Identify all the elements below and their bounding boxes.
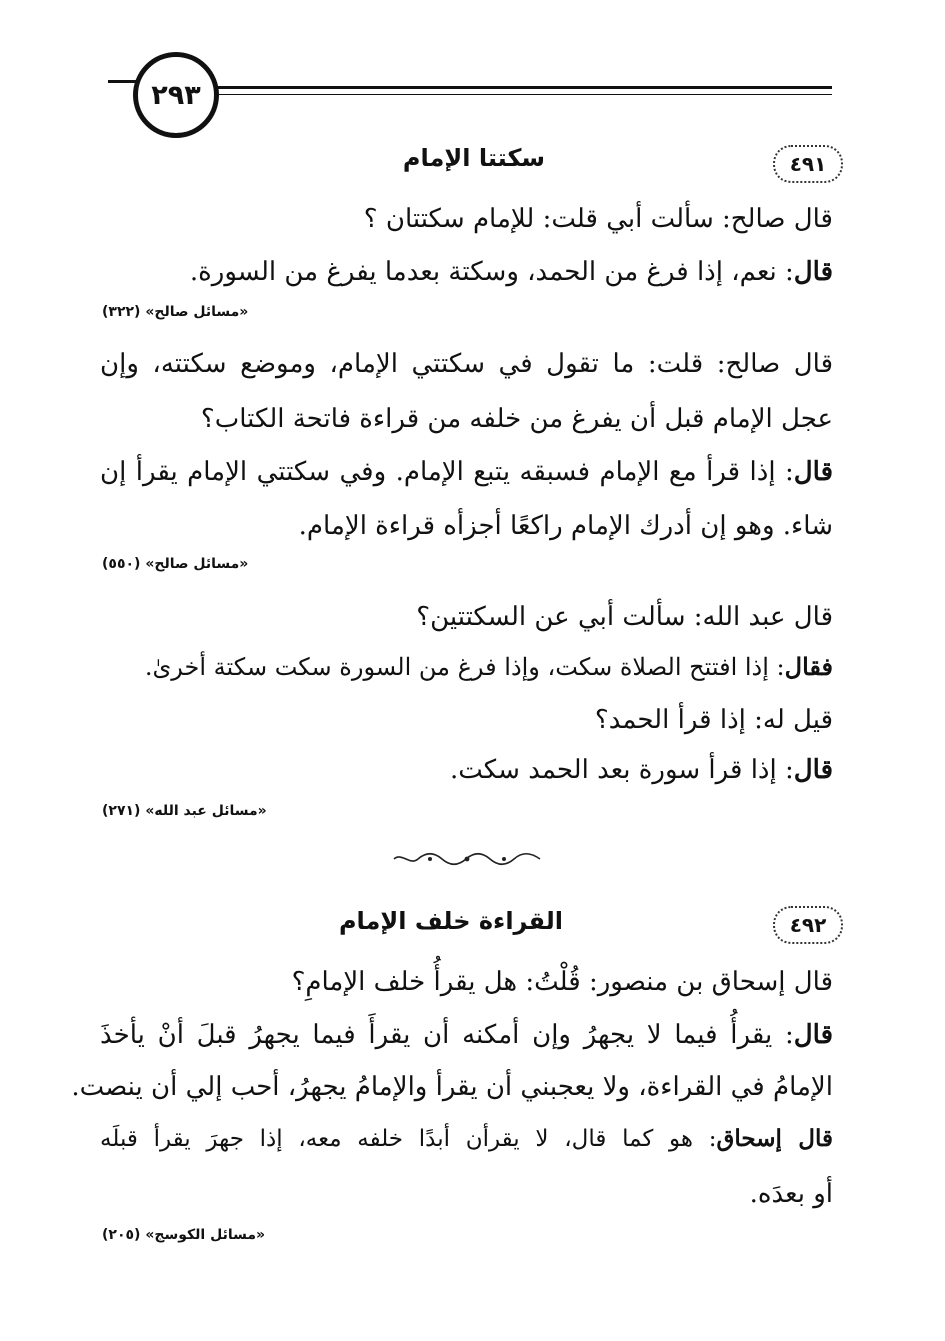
header-rule-top [214, 86, 832, 89]
paragraph: قال عبد الله: سألت أبي عن السكتتين؟ [416, 602, 833, 632]
paragraph-text: : إذا افتتح الصلاة سكت، وإذا فرغ من السورة سكت سكتة أخرىٰ. [144, 653, 785, 681]
paragraph-line [100, 455, 833, 489]
source-citation: «مسائل عبد الله» (٢٧١) [102, 803, 267, 819]
paragraph-text: : نعم، إذا فرغ من الحمد، وسكتة بعدما يفرغ من السورة. [189, 257, 794, 287]
paragraph [100, 753, 833, 787]
speaker-label: قال إسحاق [716, 1125, 833, 1152]
section-title-492: القراءة خلف الإمام [338, 907, 563, 935]
paragraph [100, 255, 833, 289]
speaker-label: قال [793, 257, 833, 287]
paragraph-line: شاء. وهو إن أدرك الإمام راكعًا أجزأه قراءة الإمام. [298, 511, 833, 541]
section-number-491: ٤٩١ [773, 145, 843, 183]
speaker-label: قال [793, 755, 833, 785]
paragraph-line: الإمامُ في القراءة، ولا يعجبني أن يقرأ والإمامُ يجهرُ، أحب إلي أن ينصت. [71, 1072, 833, 1102]
paragraph: قال إسحاق بن منصور: قُلْتُ: هل يقرأُ خلف الإمامِ؟ [291, 967, 833, 997]
source-citation: «مسائل الكوسج» (٢٠٥) [102, 1227, 266, 1243]
paragraph: قيل له: إذا قرأ الحمد؟ [594, 705, 833, 735]
page-number: ٢٩٣ [151, 79, 201, 111]
ornament-divider [392, 852, 542, 866]
header-rule-left [108, 80, 138, 83]
paragraph-text: : إذا قرأ سورة بعد الحمد سكت. [450, 755, 794, 785]
paragraph-line [100, 1122, 833, 1156]
paragraph-line: عجل الإمام قبل أن يفرغ من خلفه من قراءة فاتحة الكتاب؟ [200, 404, 833, 434]
speaker-label: فقال [784, 652, 833, 681]
paragraph-line: أو بعدَه. [749, 1179, 833, 1209]
speaker-label: قال [793, 457, 833, 487]
section-title-491: سكتتا الإمام [402, 144, 545, 172]
page-number-ring [133, 52, 219, 138]
source-citation: «مسائل صالح» (٥٥٠) [102, 556, 249, 572]
paragraph [100, 650, 833, 684]
paragraph-line [100, 1018, 833, 1052]
paragraph-text: : يقرأُ فيما لا يجهرُ وإن أمكنه أن يقرأَ فيما يجهرُ قبلَ أنْ يأخذَ [100, 1020, 794, 1050]
paragraph-text: : هو كما قال، لا يقرأن أبدًا خلفه معه، إذا جهرَ يقرأ قبلَه [100, 1126, 717, 1152]
section-number-492: ٤٩٢ [773, 906, 843, 944]
source-citation: «مسائل صالح» (٣٢٢) [102, 304, 249, 320]
paragraph-text: : إذا قرأ مع الإمام فسبقه يتبع الإمام. وفي سكتتي الإمام يقرأ إن [100, 457, 794, 487]
paragraph-line: قال صالح: قلت: ما تقول في سكتتي الإمام، وموضع سكتته، وإن [100, 349, 833, 379]
paragraph: قال صالح: سألت أبي قلت: للإمام سكتتان ؟ [363, 204, 833, 234]
speaker-label: قال [793, 1020, 833, 1050]
header-rule-bottom [214, 94, 832, 95]
